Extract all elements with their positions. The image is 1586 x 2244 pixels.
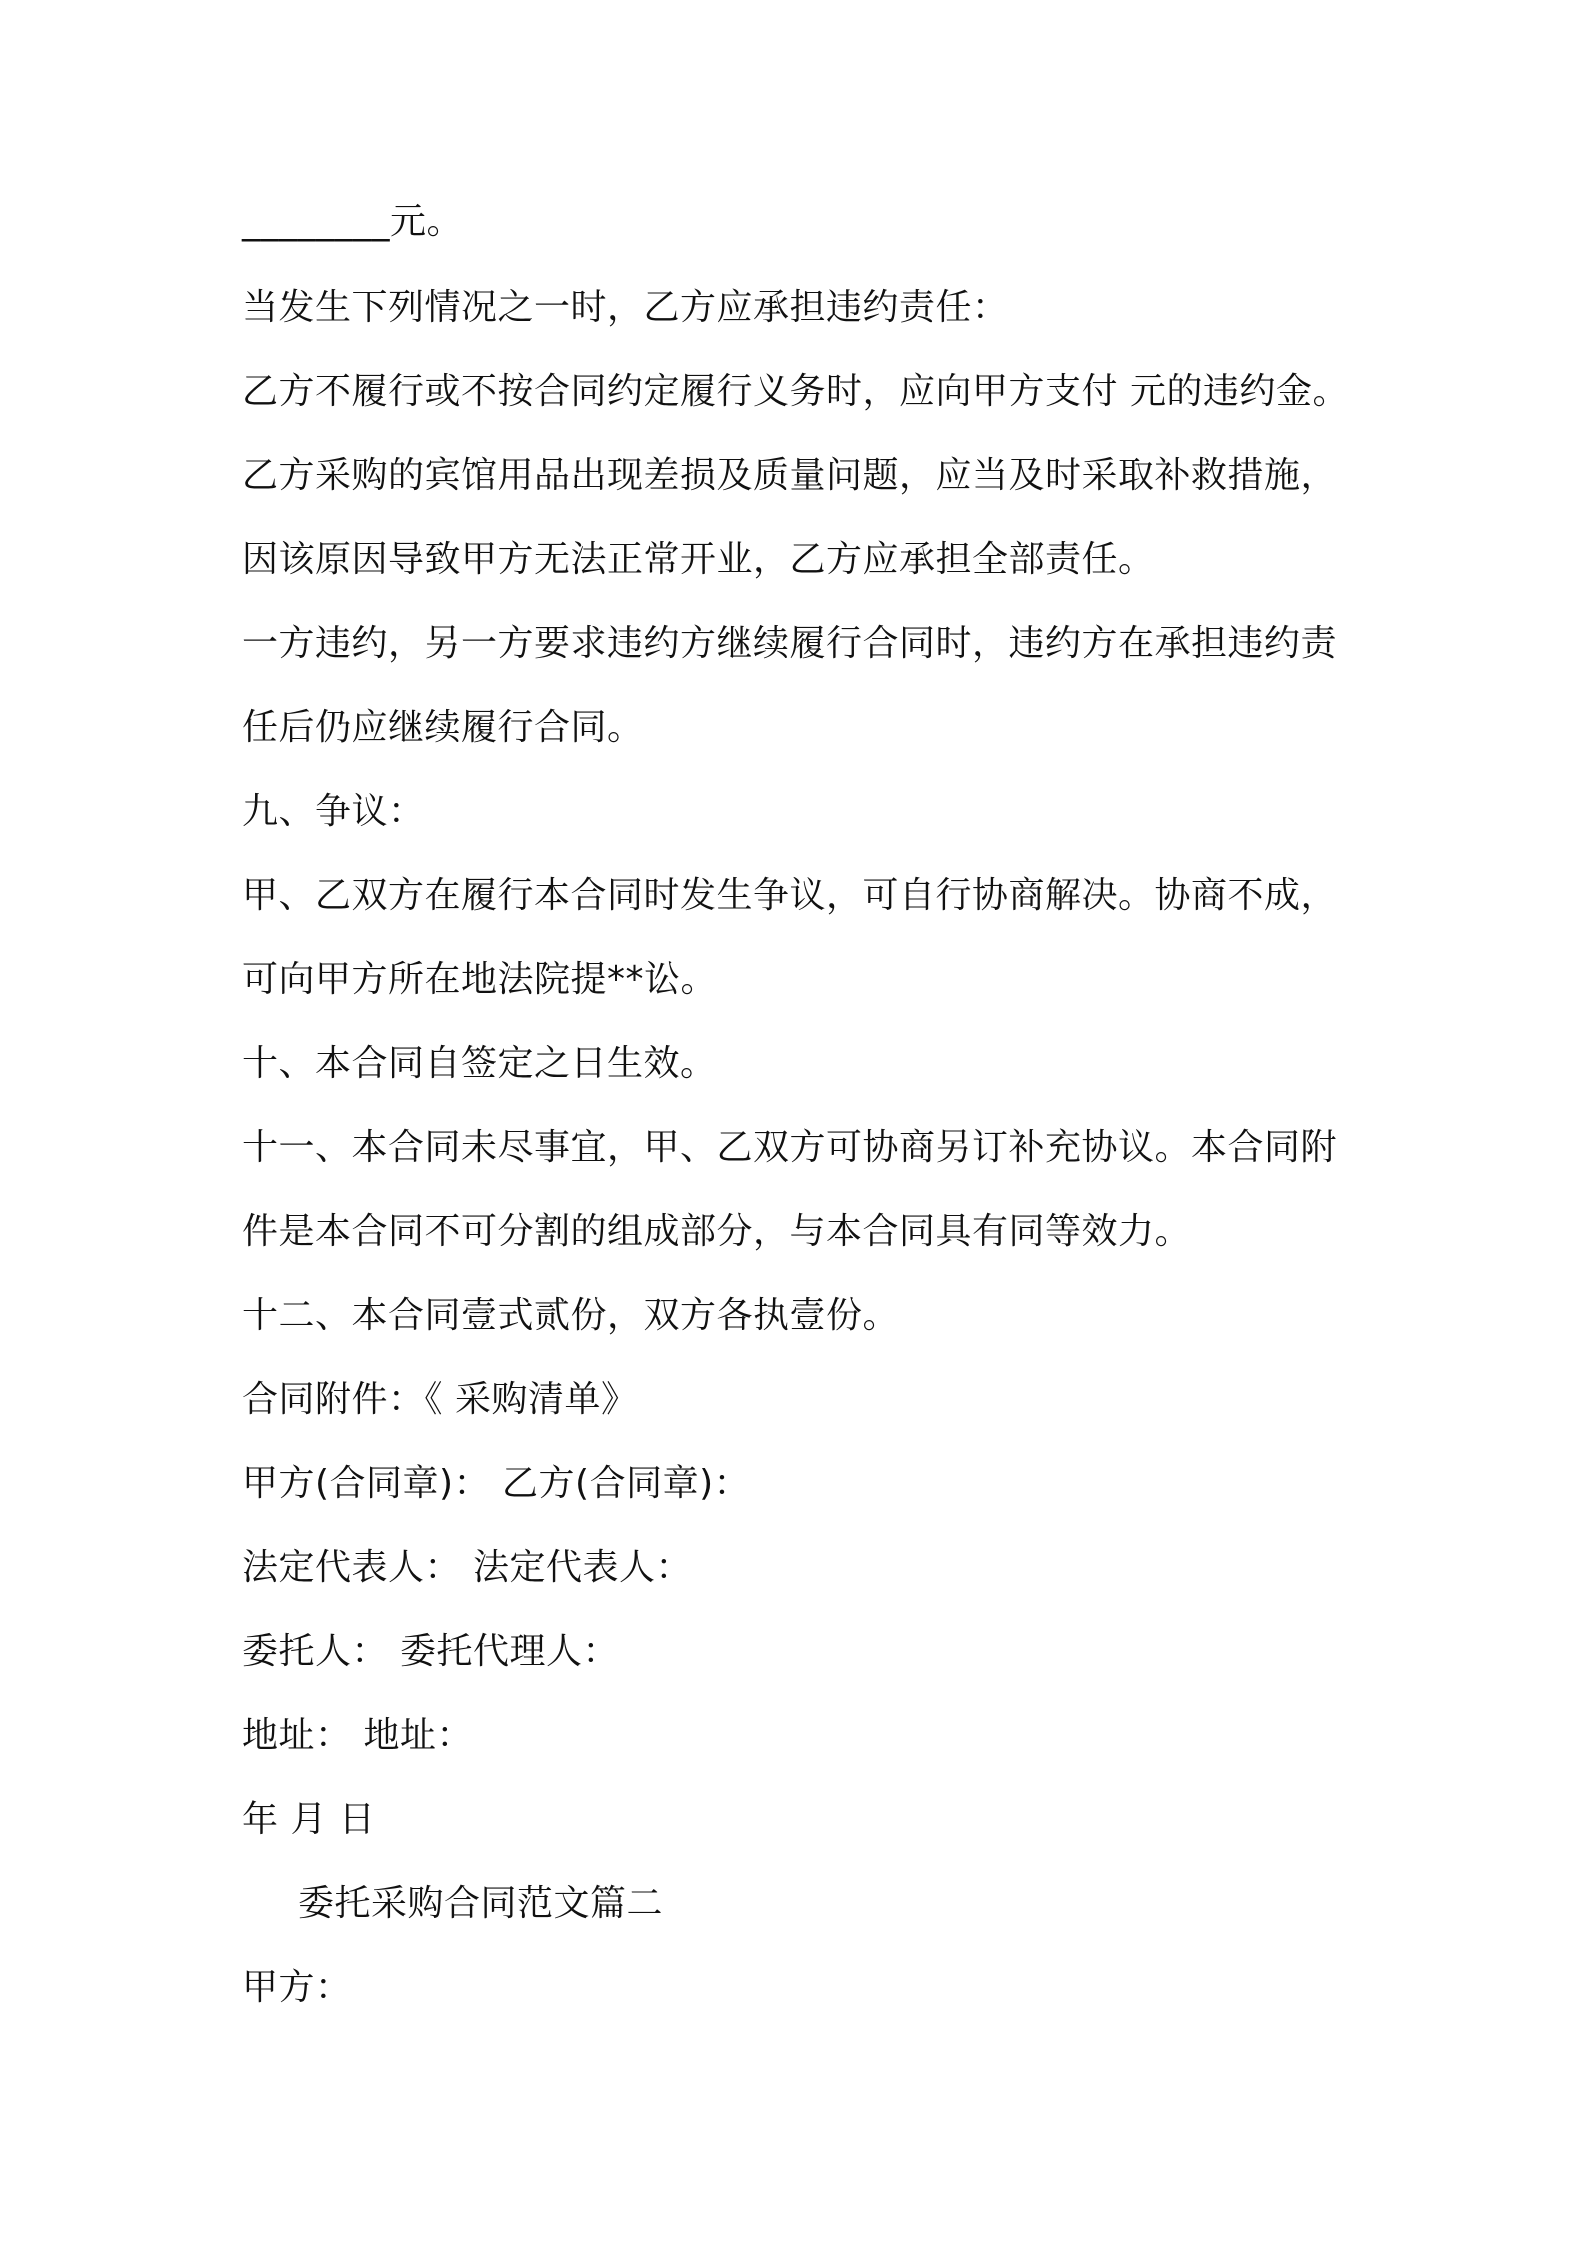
- breach-clause-2-line-2: 因该原因导致甲方无法正常开业，乙方应承担全部责任。: [242, 539, 1155, 580]
- party-a-line: 甲方：: [242, 1967, 352, 2008]
- section-ten: 十、本合同自签定之日生效。: [242, 1043, 717, 1084]
- party-seal-line: 甲方(合同章)： 乙方(合同章)：: [242, 1463, 751, 1504]
- address-line: 地址： 地址：: [242, 1715, 473, 1756]
- amount-blank-line: ________元。: [242, 201, 464, 242]
- section-eleven-line-2: 件是本合同不可分割的组成部分，与本合同具有同等效力。: [242, 1211, 1192, 1252]
- legal-rep-line: 法定代表人： 法定代表人：: [242, 1547, 692, 1588]
- breach-clause-1: 乙方不履行或不按合同约定履行义务时，应向甲方支付 元的违约金。: [242, 371, 1349, 412]
- section-twelve: 十二、本合同壹式贰份，双方各执壹份。: [242, 1295, 900, 1336]
- date-line: 年 月 日: [242, 1799, 376, 1840]
- section-eleven-line-1: 十一、本合同未尽事宜，甲、乙双方可协商另订补充协议。本合同附: [242, 1127, 1338, 1168]
- breach-intro-line: 当发生下列情况之一时，乙方应承担违约责任：: [242, 287, 1009, 328]
- dispute-clause-line-2: 可向甲方所在地法院提**讼。: [242, 959, 718, 1000]
- section-nine-heading: 九、争议：: [242, 791, 425, 832]
- breach-clause-3-line-2: 任后仍应继续履行合同。: [242, 707, 644, 748]
- attachment-line: 合同附件：《 采购清单》: [242, 1379, 638, 1420]
- breach-clause-3-line-1: 一方违约，另一方要求违约方继续履行合同时，违约方在承担违约责: [242, 623, 1338, 664]
- dispute-clause-line-1: 甲、乙双方在履行本合同时发生争议，可自行协商解决。协商不成，: [242, 875, 1338, 916]
- agent-line: 委托人： 委托代理人：: [242, 1631, 619, 1672]
- second-template-title: 委托采购合同范文篇二: [298, 1883, 664, 1924]
- breach-clause-2-line-1: 乙方采购的宾馆用品出现差损及质量问题，应当及时采取补救措施，: [242, 455, 1338, 496]
